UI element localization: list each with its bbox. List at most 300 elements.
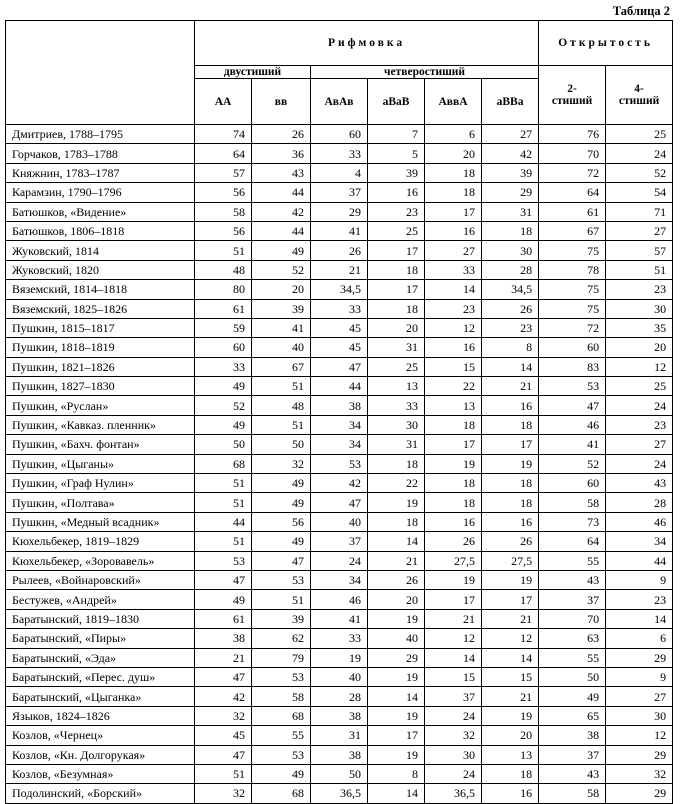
cell-avav2: 20 (368, 318, 425, 337)
row-label: Пушкин, «Медный всадник» (6, 512, 195, 531)
row-label: Баратынский, «Пиры» (6, 629, 195, 648)
cell-vv: 44 (252, 221, 311, 240)
cell-avav2: 19 (368, 706, 425, 725)
table-row (6, 609, 673, 628)
cell-avav: 40 (311, 667, 368, 686)
table-row (6, 163, 673, 182)
cell-avva: 32 (425, 726, 482, 745)
cell-open-2: 70 (539, 144, 606, 163)
table-row (6, 726, 673, 745)
table-row (6, 551, 673, 570)
open-4-header: 4- стиший (606, 66, 673, 125)
cell-avva2: 14 (482, 357, 539, 376)
cell-avva: 12 (425, 629, 482, 648)
cell-vv: 68 (252, 784, 311, 803)
table-row (6, 648, 673, 667)
cell-open-4: 30 (606, 299, 673, 318)
cell-vv: 48 (252, 396, 311, 415)
cell-aa: 32 (195, 784, 252, 803)
cell-aa: 64 (195, 144, 252, 163)
cell-open-2: 64 (539, 532, 606, 551)
cell-avav2: 31 (368, 435, 425, 454)
cell-avav: 19 (311, 648, 368, 667)
cell-avva2: 16 (482, 512, 539, 531)
cell-aa: 57 (195, 163, 252, 182)
cell-avva2: 14 (482, 648, 539, 667)
openness-header: Открытость (539, 21, 673, 66)
cell-vv: 58 (252, 687, 311, 706)
cell-avva2: 27 (482, 125, 539, 144)
cell-avav2: 19 (368, 745, 425, 764)
row-label: Языков, 1824–1826 (6, 706, 195, 725)
cell-avav2: 7 (368, 125, 425, 144)
cell-open-4: 24 (606, 144, 673, 163)
cell-avva: 24 (425, 764, 482, 783)
cell-avva2: 18 (482, 221, 539, 240)
cell-vv: 47 (252, 551, 311, 570)
cell-avva2: 15 (482, 667, 539, 686)
cell-open-2: 70 (539, 609, 606, 628)
cell-avva: 27,5 (425, 551, 482, 570)
cell-aa: 61 (195, 299, 252, 318)
cell-avva2: 16 (482, 396, 539, 415)
row-label: Пушкин, 1818–1819 (6, 338, 195, 357)
cell-aa: 51 (195, 532, 252, 551)
cell-avva: 16 (425, 512, 482, 531)
cell-open-2: 55 (539, 551, 606, 570)
cell-avva: 15 (425, 357, 482, 376)
cell-avav: 31 (311, 726, 368, 745)
cell-avva: 18 (425, 183, 482, 202)
cell-open-4: 52 (606, 163, 673, 182)
cell-open-2: 78 (539, 260, 606, 279)
cell-open-2: 64 (539, 183, 606, 202)
cell-open-4: 27 (606, 435, 673, 454)
table-row (6, 493, 673, 512)
cell-avva: 17 (425, 202, 482, 221)
cell-open-2: 75 (539, 299, 606, 318)
cell-avva2: 21 (482, 687, 539, 706)
cell-avav: 28 (311, 687, 368, 706)
cell-avva2: 27,5 (482, 551, 539, 570)
cell-avva: 18 (425, 163, 482, 182)
cell-avva: 24 (425, 706, 482, 725)
row-label: Жуковский, 1820 (6, 260, 195, 279)
cell-vv: 52 (252, 260, 311, 279)
quatrain-header: четверостиший (311, 66, 539, 79)
cell-open-4: 71 (606, 202, 673, 221)
cell-vv: 67 (252, 357, 311, 376)
cell-avav2: 25 (368, 221, 425, 240)
cell-vv: 40 (252, 338, 311, 357)
cell-vv: 36 (252, 144, 311, 163)
cell-open-4: 23 (606, 590, 673, 609)
cell-open-4: 6 (606, 629, 673, 648)
cell-avav: 33 (311, 144, 368, 163)
cell-avav2: 18 (368, 454, 425, 473)
cell-open-4: 51 (606, 260, 673, 279)
cell-aa: 33 (195, 357, 252, 376)
table-row (6, 667, 673, 686)
row-label: Пушкин, «Кавказ. пленник» (6, 415, 195, 434)
table-row (6, 629, 673, 648)
table-row (6, 202, 673, 221)
cell-avav: 47 (311, 357, 368, 376)
cell-aa: 52 (195, 396, 252, 415)
cell-avva: 19 (425, 570, 482, 589)
cell-vv: 32 (252, 454, 311, 473)
table-row (6, 784, 673, 803)
cell-aa: 59 (195, 318, 252, 337)
cell-vv: 51 (252, 590, 311, 609)
rhyming-header: Рифмовка (195, 21, 539, 66)
cell-avav2: 8 (368, 764, 425, 783)
cell-avva2: 26 (482, 532, 539, 551)
cell-vv: 53 (252, 570, 311, 589)
cell-avva: 16 (425, 338, 482, 357)
table-row (6, 144, 673, 163)
cell-open-2: 46 (539, 415, 606, 434)
cell-vv: 50 (252, 435, 311, 454)
cell-avav: 41 (311, 221, 368, 240)
col-header-vv: вв (252, 79, 311, 125)
cell-aa: 53 (195, 551, 252, 570)
row-label: Пушкин, 1827–1830 (6, 377, 195, 396)
cell-vv: 62 (252, 629, 311, 648)
cell-avva: 20 (425, 144, 482, 163)
cell-avav2: 40 (368, 629, 425, 648)
cell-aa: 60 (195, 338, 252, 357)
cell-open-2: 75 (539, 280, 606, 299)
cell-open-4: 27 (606, 221, 673, 240)
cell-vv: 49 (252, 493, 311, 512)
cell-aa: 49 (195, 415, 252, 434)
cell-open-4: 29 (606, 784, 673, 803)
cell-avav: 34,5 (311, 280, 368, 299)
cell-avav: 41 (311, 609, 368, 628)
cell-open-4: 43 (606, 474, 673, 493)
cell-avav: 38 (311, 745, 368, 764)
row-label: Пушкин, «Цыганы» (6, 454, 195, 473)
cell-avav2: 18 (368, 512, 425, 531)
cell-avva: 37 (425, 687, 482, 706)
cell-open-2: 38 (539, 726, 606, 745)
cell-vv: 26 (252, 125, 311, 144)
cell-open-4: 28 (606, 493, 673, 512)
cell-avav2: 14 (368, 784, 425, 803)
cell-vv: 53 (252, 667, 311, 686)
cell-open-4: 44 (606, 551, 673, 570)
cell-avav2: 18 (368, 299, 425, 318)
cell-open-2: 61 (539, 202, 606, 221)
cell-vv: 39 (252, 609, 311, 628)
cell-avav2: 19 (368, 667, 425, 686)
cell-open-2: 65 (539, 706, 606, 725)
cell-avav2: 17 (368, 726, 425, 745)
cell-avav2: 18 (368, 260, 425, 279)
cell-open-2: 75 (539, 241, 606, 260)
cell-avva: 36,5 (425, 784, 482, 803)
table-row (6, 260, 673, 279)
row-label: Жуковский, 1814 (6, 241, 195, 260)
cell-aa: 51 (195, 764, 252, 783)
cell-avav: 34 (311, 570, 368, 589)
table-row (6, 590, 673, 609)
cell-vv: 49 (252, 241, 311, 260)
cell-avva2: 28 (482, 260, 539, 279)
cell-avva2: 23 (482, 318, 539, 337)
cell-open-4: 29 (606, 745, 673, 764)
cell-vv: 39 (252, 299, 311, 318)
row-label: Горчаков, 1783–1788 (6, 144, 195, 163)
cell-open-2: 47 (539, 396, 606, 415)
row-label: Вяземский, 1825–1826 (6, 299, 195, 318)
cell-vv: 51 (252, 415, 311, 434)
cell-open-2: 67 (539, 221, 606, 240)
cell-avva: 21 (425, 609, 482, 628)
cell-avav: 60 (311, 125, 368, 144)
cell-open-2: 37 (539, 745, 606, 764)
cell-vv: 49 (252, 764, 311, 783)
table-caption: Таблица 2 (612, 4, 670, 18)
cell-open-2: 41 (539, 435, 606, 454)
cell-avva: 23 (425, 299, 482, 318)
cell-avav: 40 (311, 512, 368, 531)
corner-header-cell (6, 21, 195, 125)
cell-avav2: 30 (368, 415, 425, 434)
table-row (6, 454, 673, 473)
cell-vv: 49 (252, 532, 311, 551)
cell-open-4: 54 (606, 183, 673, 202)
cell-avva2: 29 (482, 183, 539, 202)
cell-open-2: 37 (539, 590, 606, 609)
cell-aa: 44 (195, 512, 252, 531)
row-label: Подолинский, «Борский» (6, 784, 195, 803)
row-label: Баратынский, 1819–1830 (6, 609, 195, 628)
cell-aa: 51 (195, 474, 252, 493)
row-label: Рылеев, «Войнаровский» (6, 570, 195, 589)
cell-avva2: 19 (482, 454, 539, 473)
cell-avva2: 26 (482, 299, 539, 318)
col-header-avav: АвАв (311, 79, 368, 125)
cell-open-2: 72 (539, 163, 606, 182)
table-row (6, 415, 673, 434)
table-row (6, 570, 673, 589)
cell-open-4: 9 (606, 570, 673, 589)
cell-avva2: 16 (482, 784, 539, 803)
cell-avva2: 39 (482, 163, 539, 182)
cell-avav: 47 (311, 493, 368, 512)
cell-avav: 34 (311, 435, 368, 454)
table-row (6, 241, 673, 260)
table-row (6, 764, 673, 783)
cell-avav: 33 (311, 629, 368, 648)
cell-avav2: 5 (368, 144, 425, 163)
cell-avva: 18 (425, 474, 482, 493)
cell-avav: 38 (311, 396, 368, 415)
cell-avva2: 20 (482, 726, 539, 745)
cell-avva2: 21 (482, 609, 539, 628)
cell-open-2: 43 (539, 764, 606, 783)
row-label: Вяземский, 1814–1818 (6, 280, 195, 299)
cell-avva: 12 (425, 318, 482, 337)
table-row (6, 299, 673, 318)
cell-open-2: 72 (539, 318, 606, 337)
cell-avva2: 42 (482, 144, 539, 163)
open-2-header: 2- стиший (539, 66, 606, 125)
cell-vv: 79 (252, 648, 311, 667)
cell-open-4: 29 (606, 648, 673, 667)
cell-avav2: 13 (368, 377, 425, 396)
cell-open-2: 55 (539, 648, 606, 667)
cell-open-4: 25 (606, 377, 673, 396)
cell-aa: 45 (195, 726, 252, 745)
cell-open-4: 27 (606, 687, 673, 706)
cell-vv: 42 (252, 202, 311, 221)
cell-avva2: 18 (482, 493, 539, 512)
table-row (6, 318, 673, 337)
table-row (6, 280, 673, 299)
cell-avav2: 21 (368, 551, 425, 570)
cell-avav: 42 (311, 474, 368, 493)
cell-open-4: 24 (606, 396, 673, 415)
cell-avva: 27 (425, 241, 482, 260)
cell-avav2: 19 (368, 493, 425, 512)
cell-avva: 22 (425, 377, 482, 396)
cell-avav2: 29 (368, 648, 425, 667)
row-label: Пушкин, «Руслан» (6, 396, 195, 415)
row-label: Пушкин, «Граф Нулин» (6, 474, 195, 493)
table-row (6, 474, 673, 493)
cell-avva2: 18 (482, 474, 539, 493)
cell-vv: 44 (252, 183, 311, 202)
table-row (6, 435, 673, 454)
cell-aa: 56 (195, 183, 252, 202)
cell-avav2: 14 (368, 687, 425, 706)
table-body (6, 125, 673, 804)
cell-avav: 34 (311, 415, 368, 434)
cell-open-4: 35 (606, 318, 673, 337)
cell-aa: 47 (195, 745, 252, 764)
cell-avva2: 12 (482, 629, 539, 648)
table-row (6, 706, 673, 725)
cell-avav: 33 (311, 299, 368, 318)
cell-avva: 18 (425, 415, 482, 434)
cell-avva: 17 (425, 435, 482, 454)
cell-avva2: 19 (482, 570, 539, 589)
cell-open-4: 30 (606, 706, 673, 725)
cell-open-2: 60 (539, 474, 606, 493)
cell-avav: 45 (311, 318, 368, 337)
cell-vv: 49 (252, 474, 311, 493)
cell-avav: 45 (311, 338, 368, 357)
couplet-header: двустиший (195, 66, 311, 79)
table-row (6, 396, 673, 415)
cell-aa: 48 (195, 260, 252, 279)
row-label: Кюхельбекер, 1819–1829 (6, 532, 195, 551)
cell-avav2: 25 (368, 357, 425, 376)
row-label: Пушкин, «Бахч. фонтан» (6, 435, 195, 454)
cell-avva: 16 (425, 221, 482, 240)
cell-avav: 21 (311, 260, 368, 279)
row-label: Козлов, «Кн. Долгорукая» (6, 745, 195, 764)
cell-aa: 80 (195, 280, 252, 299)
cell-avva: 33 (425, 260, 482, 279)
cell-avva2: 17 (482, 590, 539, 609)
table-row (6, 221, 673, 240)
cell-open-4: 20 (606, 338, 673, 357)
cell-avav2: 39 (368, 163, 425, 182)
cell-aa: 68 (195, 454, 252, 473)
cell-open-2: 60 (539, 338, 606, 357)
cell-avav2: 14 (368, 532, 425, 551)
table-row (6, 183, 673, 202)
row-label: Баратынский, «Эда» (6, 648, 195, 667)
cell-aa: 32 (195, 706, 252, 725)
row-label: Бестужев, «Андрей» (6, 590, 195, 609)
row-label: Батюшков, 1806–1818 (6, 221, 195, 240)
cell-avav: 24 (311, 551, 368, 570)
cell-open-2: 63 (539, 629, 606, 648)
cell-avva: 15 (425, 667, 482, 686)
cell-open-4: 23 (606, 415, 673, 434)
cell-avav2: 17 (368, 241, 425, 260)
cell-avva: 19 (425, 454, 482, 473)
cell-aa: 74 (195, 125, 252, 144)
row-label: Дмитриев, 1788–1795 (6, 125, 195, 144)
row-label: Баратынский, «Перес. душ» (6, 667, 195, 686)
row-label: Карамзин, 1790–1796 (6, 183, 195, 202)
cell-avav: 50 (311, 764, 368, 783)
cell-vv: 51 (252, 377, 311, 396)
row-label: Кюхельбекер, «Зоровавель» (6, 551, 195, 570)
cell-aa: 61 (195, 609, 252, 628)
cell-aa: 21 (195, 648, 252, 667)
cell-vv: 41 (252, 318, 311, 337)
data-table (5, 20, 673, 804)
table-row (6, 745, 673, 764)
cell-avva2: 13 (482, 745, 539, 764)
row-label: Княжнин, 1783–1787 (6, 163, 195, 182)
table-row (6, 338, 673, 357)
cell-open-4: 12 (606, 357, 673, 376)
cell-avva: 14 (425, 648, 482, 667)
cell-vv: 53 (252, 745, 311, 764)
cell-avva2: 18 (482, 764, 539, 783)
cell-avva2: 21 (482, 377, 539, 396)
cell-open-4: 23 (606, 280, 673, 299)
cell-avav: 53 (311, 454, 368, 473)
row-label: Пушкин, 1815–1817 (6, 318, 195, 337)
cell-avva2: 8 (482, 338, 539, 357)
cell-avav: 44 (311, 377, 368, 396)
cell-avva2: 30 (482, 241, 539, 260)
table-row (6, 532, 673, 551)
row-label: Баратынский, «Цыганка» (6, 687, 195, 706)
cell-avva: 26 (425, 532, 482, 551)
cell-avva: 13 (425, 396, 482, 415)
cell-open-2: 58 (539, 784, 606, 803)
cell-open-2: 52 (539, 454, 606, 473)
row-label: Козлов, «Чернец» (6, 726, 195, 745)
cell-open-4: 14 (606, 609, 673, 628)
cell-avav: 26 (311, 241, 368, 260)
cell-avva: 6 (425, 125, 482, 144)
cell-avav2: 19 (368, 609, 425, 628)
table-row (6, 125, 673, 144)
row-label: Батюшков, «Видение» (6, 202, 195, 221)
cell-avav2: 17 (368, 280, 425, 299)
